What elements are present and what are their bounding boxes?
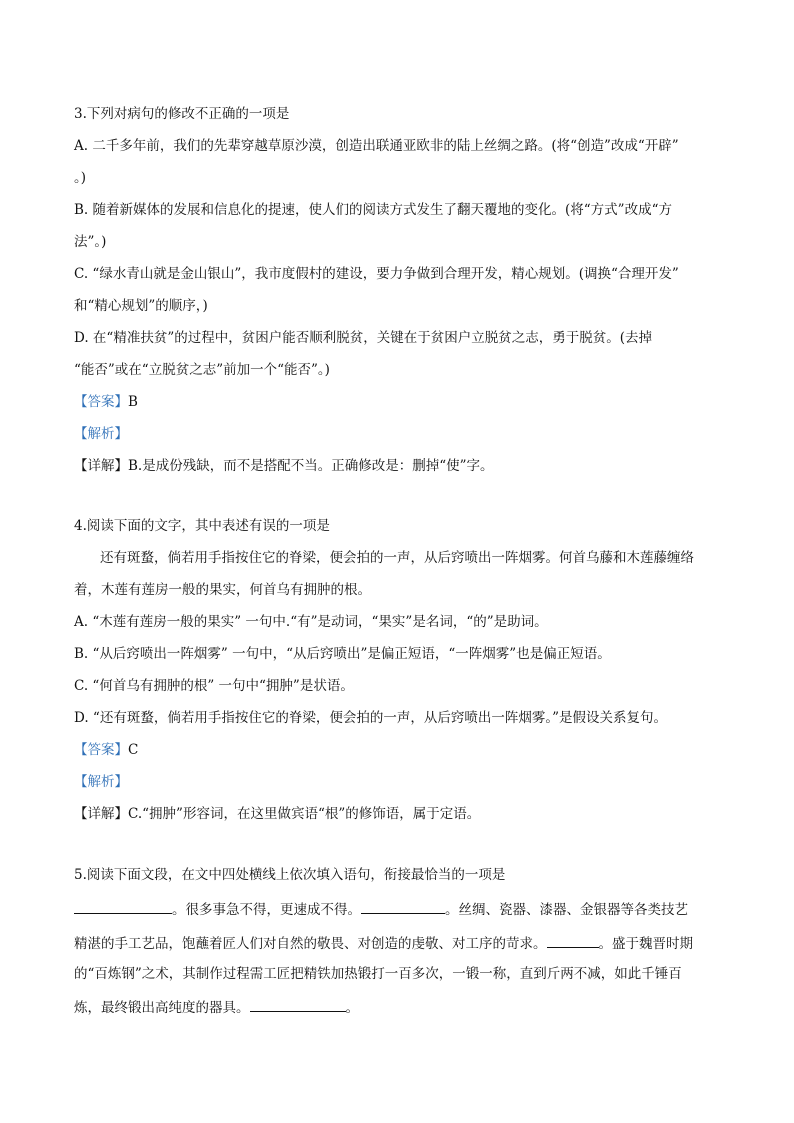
q4-passage-line-1: 还有斑蝥，倘若用手指按住它的脊梁，便会拍的一声，从后窍喷出一阵烟雾。何首乌藤和木莲藤缠络 (100, 550, 694, 566)
detail-text: B.是成份残缺，而不是搭配不当。正确修改是：删掉“使”字。 (128, 458, 494, 474)
q3-option-b-cont: 法”。) (74, 234, 107, 250)
q5-passage-line-1 (74, 899, 734, 919)
q3-stem: 3.下列对病句的修改不正确的一项是 (74, 106, 290, 122)
q3-option-d: D. 在“精准扶贫”的过程中，贫困户能否顺利脱贫，关键在于贫困户立脱贫之志，勇于脱贫。(去掉 (74, 330, 652, 346)
fill-blank-1 (74, 899, 172, 914)
q5-text-4: 。盛于魏晋时期 (598, 936, 693, 952)
q5-text-6: 。 (345, 1000, 359, 1016)
q5-passage-line-2 (74, 933, 734, 953)
q5-text-1: 。很多事急不得，更速成不得。 (172, 902, 361, 918)
q4-analysis (74, 773, 734, 791)
detail-tag: 【详解】 (74, 806, 128, 822)
analysis-tag: 【解析】 (74, 426, 128, 442)
q3-option-c: C. “绿水青山就是金山银山”，我市度假村的建设，要力争做到合理开发，精心规划。(调换“合理开发” (74, 266, 679, 282)
answer-value: B (128, 394, 138, 410)
answer-tag: 【答案】 (74, 742, 128, 758)
q3-option-b: B. 随着新媒体的发展和信息化的提速，使人们的阅读方式发生了翻天覆地的变化。(将“方式”改成“方 (74, 202, 672, 218)
fill-blank-4 (250, 997, 346, 1012)
q5-text-5: 炼，最终锻出高纯度的器具。 (74, 1000, 250, 1016)
q4-passage-line-2: 着，木莲有莲房一般的果实，何首乌有拥肿的根。 (74, 582, 371, 598)
q3-detail (74, 457, 734, 475)
q5-text-2: 。丝绸、瓷器、漆器、金银器等各类技艺 (445, 902, 688, 918)
detail-tag: 【详解】 (74, 458, 128, 474)
q3-analysis (74, 425, 734, 443)
q4-stem: 4.阅读下面的文字，其中表述有误的一项是 (74, 518, 330, 534)
q4-option-b: B. “从后窍喷出一阵烟雾” 一句中，“从后窍喷出”是偏正短语，“一阵烟雾”也是偏正短语。 (74, 646, 611, 662)
q3-option-a: A. 二千多年前，我们的先辈穿越草原沙漠，创造出联通亚欧非的陆上丝绸之路。(将“创造”改成“开辟” (74, 138, 679, 154)
q3-option-d-cont: “能否”或在“立脱贫之志”前加一个“能否”。) (74, 362, 330, 378)
q4-answer (74, 741, 734, 759)
q3-option-a-cont: 。) (74, 170, 87, 186)
q3-answer (74, 393, 734, 411)
q3-option-c-cont: 和“精心规划”的顺序，) (74, 298, 208, 314)
detail-text: C.“拥肿”形容词，在这里做宾语“根”的修饰语，属于定语。 (128, 806, 481, 822)
fill-blank-3 (547, 933, 599, 948)
fill-blank-2 (361, 899, 445, 914)
q4-detail (74, 805, 734, 823)
analysis-tag: 【解析】 (74, 774, 128, 790)
q4-option-d: D. “还有斑蝥，倘若用手指按住它的脊梁，便会拍的一声，从后窍喷出一阵烟雾。”是假设关系复句。 (74, 710, 667, 726)
q4-option-a: A. “木莲有莲房一般的果实” 一句中.“有”是动词，“果实”是名词，“的”是助词。 (74, 614, 548, 630)
answer-value: C (128, 742, 139, 758)
q4-option-c: C. “何首乌有拥肿的根” 一句中“拥肿”是状语。 (74, 678, 354, 694)
answer-tag: 【答案】 (74, 394, 128, 410)
q5-text-3: 精湛的手工艺品，饱蘸着匠人们对自然的敬畏、对创造的虔敬、对工序的苛求。 (74, 936, 547, 952)
q5-passage-line-4 (74, 997, 734, 1017)
q5-stem: 5.阅读下面文段，在文中四处横线上依次填入语句，衔接最恰当的一项是 (74, 867, 506, 883)
q5-passage-line-3: 的“百炼钢”之术，其制作过程需工匠把精铁加热锻打一百多次，一锻一称，直到斤两不减，如此千锤百 (74, 966, 682, 982)
